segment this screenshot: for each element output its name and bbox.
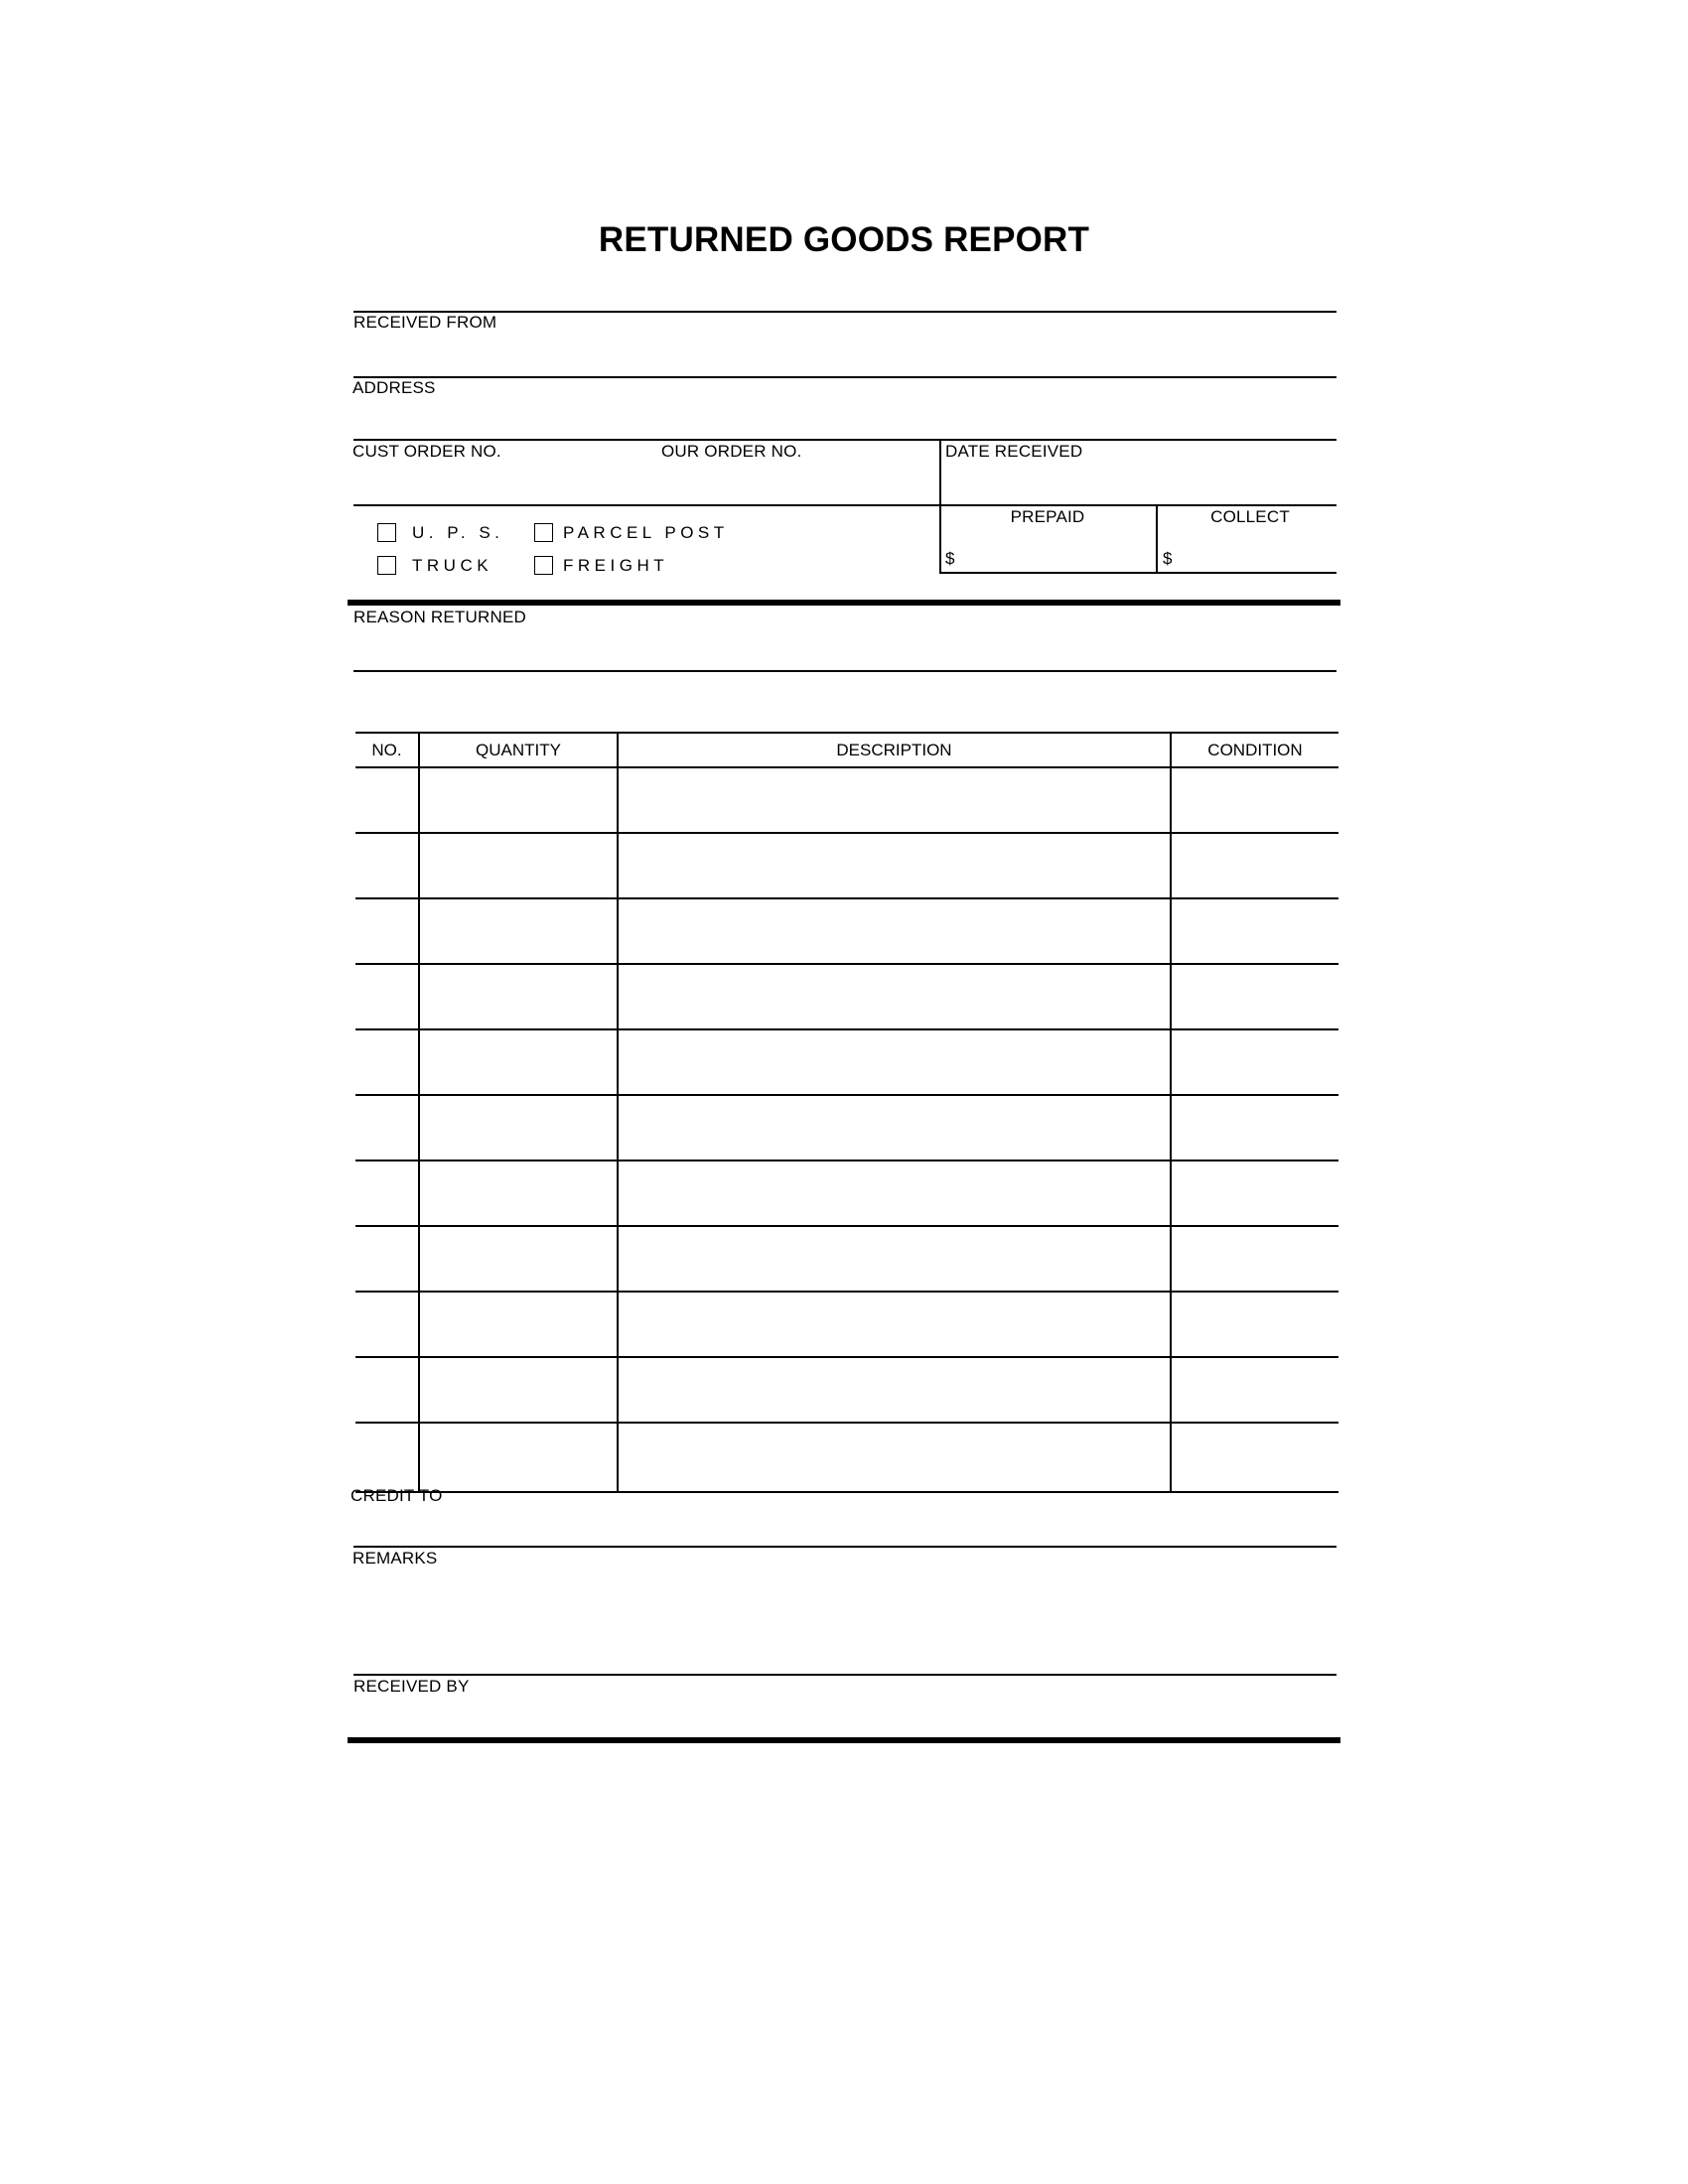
condition-cell[interactable] <box>1171 964 1338 1029</box>
cust-order-no-label: CUST ORDER NO. <box>352 442 501 461</box>
collect-currency: $ <box>1163 549 1173 568</box>
cust-order-no-field[interactable] <box>357 464 659 501</box>
reason-returned-field[interactable] <box>357 629 1335 667</box>
freight-checkbox[interactable] <box>534 556 553 575</box>
parcel-post-checkbox[interactable] <box>534 523 553 542</box>
address-field[interactable] <box>357 399 1335 437</box>
prepaid-label: PREPAID <box>1010 507 1085 526</box>
collect-label: COLLECT <box>1210 507 1290 526</box>
remarks-label: REMARKS <box>352 1549 438 1568</box>
quantity-cell[interactable] <box>419 1160 618 1226</box>
prepaid-amount-field[interactable] <box>959 544 1152 572</box>
condition-cell[interactable] <box>1171 1226 1338 1292</box>
quantity-cell[interactable] <box>419 1292 618 1357</box>
received-from-field[interactable] <box>357 335 1335 372</box>
prepaid-currency: $ <box>945 549 955 568</box>
ups-checkbox[interactable] <box>377 523 396 542</box>
reason-returned-label: REASON RETURNED <box>353 608 526 626</box>
received-by-field[interactable] <box>357 1699 1335 1734</box>
table-header-row <box>355 733 1338 767</box>
no-cell[interactable] <box>355 964 419 1029</box>
condition-cell[interactable] <box>1171 1029 1338 1095</box>
no-cell[interactable] <box>355 767 419 833</box>
description-cell[interactable] <box>618 1160 1171 1226</box>
table-row <box>355 833 1338 898</box>
no-cell[interactable] <box>355 1357 419 1423</box>
bottom-separator <box>348 1737 1340 1743</box>
column-header-quantity: QUANTITY <box>419 733 618 767</box>
condition-cell[interactable] <box>1171 898 1338 964</box>
truck-checkbox[interactable] <box>377 556 396 575</box>
no-cell[interactable] <box>355 1226 419 1292</box>
description-cell[interactable] <box>618 964 1171 1029</box>
freight-label: FREIGHT <box>563 556 669 575</box>
no-cell[interactable] <box>355 1095 419 1160</box>
date-received-field[interactable] <box>947 464 1336 501</box>
divider <box>353 376 1336 378</box>
divider <box>353 1674 1336 1676</box>
table-row <box>355 964 1338 1029</box>
quantity-cell[interactable] <box>419 1226 618 1292</box>
quantity-cell[interactable] <box>419 1029 618 1095</box>
quantity-cell[interactable] <box>419 1357 618 1423</box>
description-cell[interactable] <box>618 1423 1171 1492</box>
no-cell[interactable] <box>355 1292 419 1357</box>
returned-items-table <box>355 732 1338 1493</box>
collect-amount-field[interactable] <box>1177 544 1337 572</box>
quantity-cell[interactable] <box>419 833 618 898</box>
parcel-post-label: PARCEL POST <box>563 523 729 542</box>
divider <box>353 504 1336 506</box>
description-cell[interactable] <box>618 1226 1171 1292</box>
description-cell[interactable] <box>618 1357 1171 1423</box>
no-cell[interactable] <box>355 898 419 964</box>
quantity-cell[interactable] <box>419 964 618 1029</box>
table-row <box>355 1357 1338 1423</box>
condition-cell[interactable] <box>1171 1160 1338 1226</box>
table-row <box>355 898 1338 964</box>
divider <box>353 670 1336 672</box>
section-separator <box>348 600 1340 606</box>
table-row <box>355 1292 1338 1357</box>
description-cell[interactable] <box>618 1292 1171 1357</box>
column-header-no: NO. <box>355 733 419 767</box>
table-row <box>355 1423 1338 1492</box>
column-header-condition: CONDITION <box>1171 733 1338 767</box>
condition-cell[interactable] <box>1171 1095 1338 1160</box>
table-row <box>355 1029 1338 1095</box>
received-by-label: RECEIVED BY <box>353 1677 470 1696</box>
column-header-description: DESCRIPTION <box>618 733 1171 767</box>
divider <box>353 311 1336 313</box>
table-row <box>355 767 1338 833</box>
condition-cell[interactable] <box>1171 1423 1338 1492</box>
divider <box>353 439 1336 441</box>
table-row <box>355 1226 1338 1292</box>
our-order-no-label: OUR ORDER NO. <box>661 442 802 461</box>
quantity-cell[interactable] <box>419 898 618 964</box>
quantity-cell[interactable] <box>419 767 618 833</box>
description-cell[interactable] <box>618 1095 1171 1160</box>
no-cell[interactable] <box>355 833 419 898</box>
no-cell[interactable] <box>355 1423 419 1492</box>
date-received-label: DATE RECEIVED <box>945 442 1083 461</box>
no-cell[interactable] <box>355 1029 419 1095</box>
divider <box>939 572 1336 574</box>
description-cell[interactable] <box>618 833 1171 898</box>
quantity-cell[interactable] <box>419 1095 618 1160</box>
address-label: ADDRESS <box>352 378 436 397</box>
table-row <box>355 1160 1338 1226</box>
credit-to-field[interactable] <box>357 1507 1335 1543</box>
page-title: RETURNED GOODS REPORT <box>598 220 1090 259</box>
ups-label: U. P. S. <box>412 523 504 542</box>
condition-cell[interactable] <box>1171 833 1338 898</box>
our-order-no-field[interactable] <box>663 464 935 501</box>
condition-cell[interactable] <box>1171 767 1338 833</box>
condition-cell[interactable] <box>1171 1292 1338 1357</box>
credit-to-label: CREDIT TO <box>351 1486 443 1505</box>
no-cell[interactable] <box>355 1160 419 1226</box>
table-row <box>355 1095 1338 1160</box>
truck-label: TRUCK <box>412 556 493 575</box>
description-cell[interactable] <box>618 898 1171 964</box>
received-from-label: RECEIVED FROM <box>353 313 497 332</box>
remarks-field[interactable] <box>357 1572 1335 1672</box>
description-cell[interactable] <box>618 1029 1171 1095</box>
divider <box>353 1546 1336 1548</box>
description-cell[interactable] <box>618 767 1171 833</box>
quantity-cell[interactable] <box>419 1423 618 1492</box>
condition-cell[interactable] <box>1171 1357 1338 1423</box>
